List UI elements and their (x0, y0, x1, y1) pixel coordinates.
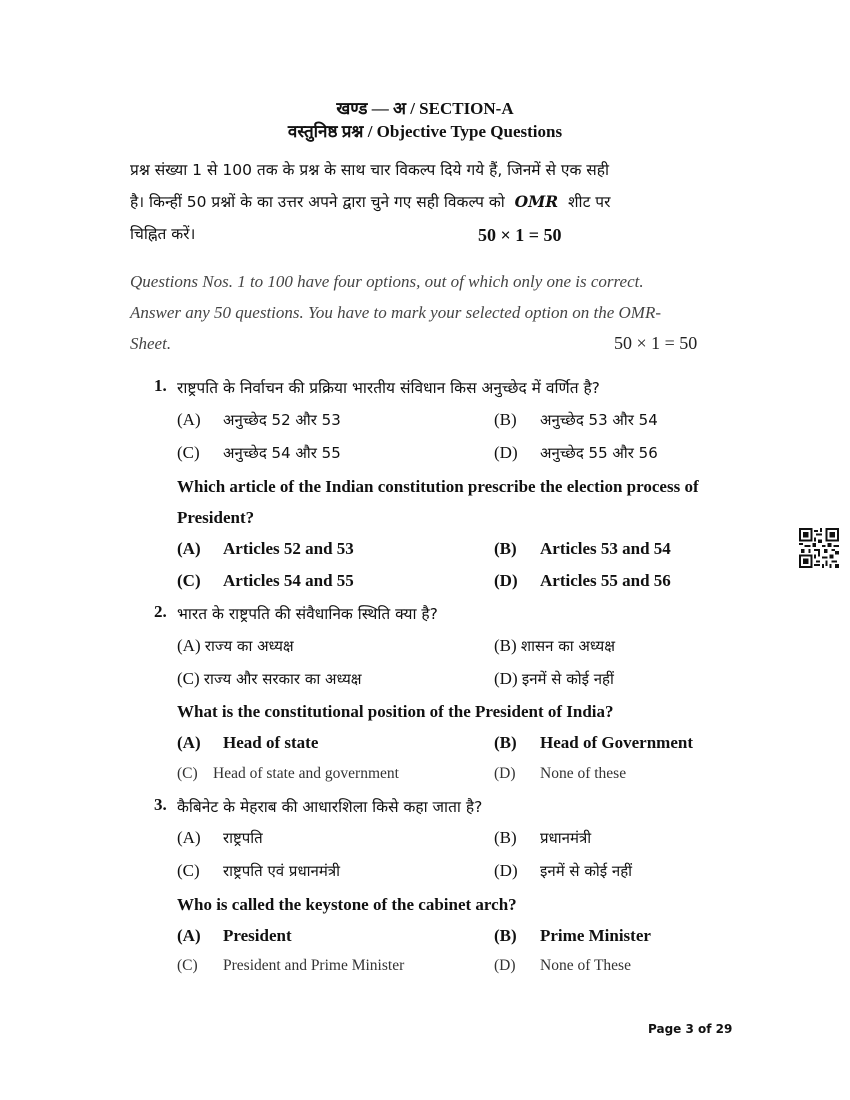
option-label: (D) (494, 443, 518, 462)
hindi-instruction-line: चिह्नित करें। (130, 225, 196, 243)
option-text: अनुच्छेद 55 और 56 (540, 444, 658, 462)
option-label: (A) (177, 410, 201, 429)
option-text: None of these (540, 765, 627, 782)
option-label: (A) (177, 636, 201, 655)
question-hindi: कैबिनेट के मेहराब की आधारशिला किसे कहा जाता है? (177, 798, 483, 816)
option-a (177, 926, 292, 946)
qr-code-icon (799, 528, 839, 568)
option-label: (D) (494, 669, 518, 688)
option-label: (C) (177, 765, 198, 782)
option-label: (A) (177, 733, 201, 752)
option-label: (A) (177, 539, 201, 558)
option-d (494, 861, 632, 881)
hindi-instruction-line-text: है। किन्हीं 50 प्रश्नों के का उत्तर अपने द्वारा चुने गए सही विकल्प को (130, 193, 505, 211)
option-text: राष्ट्रपति एवं प्रधानमंत्री (223, 862, 341, 880)
option-label: (B) (494, 926, 517, 945)
option-label: (D) (494, 957, 516, 974)
option-label: (A) (177, 926, 201, 945)
option-b (494, 828, 591, 848)
option-label: (C) (177, 957, 198, 974)
sheet-word: शीट पर (568, 193, 611, 211)
option-text: None of These (540, 957, 631, 974)
hindi-instruction-line: प्रश्न संख्या 1 से 100 तक के प्रश्न के साथ चार विकल्प दिये गये हैं, जिनमें से एक सही (130, 161, 610, 179)
option-text: राष्ट्रपति (223, 829, 263, 847)
question-english: Who is called the keystone of the cabinet arch? (177, 895, 517, 914)
option-d (494, 443, 658, 463)
option-a (177, 539, 354, 559)
question-number: 3. (154, 795, 167, 814)
option-label: (D) (494, 571, 518, 590)
option-text: अनुच्छेद 54 और 55 (223, 444, 341, 462)
hindi-instructions (130, 154, 722, 250)
option-text: शासन का अध्यक्ष (520, 637, 615, 655)
option-d (494, 571, 671, 591)
option-c (177, 861, 340, 881)
question-hindi: भारत के राष्ट्रपति की संवैधानिक स्थिति क्या है? (177, 605, 438, 623)
option-label: (C) (177, 669, 200, 688)
option-text: Articles 53 and 54 (540, 539, 671, 558)
option-label: (C) (177, 443, 200, 462)
english-marks: 50 × 1 = 50 (614, 333, 698, 353)
question-english-cont: President? (177, 508, 255, 527)
option-label: (D) (494, 765, 516, 782)
option-text: Prime Minister (540, 926, 651, 945)
english-instruction-line: Sheet. (130, 334, 172, 353)
option-a (177, 636, 294, 656)
option-text: Head of state and government (213, 765, 399, 782)
omr-word: OMR (514, 192, 559, 211)
option-text: Head of Government (540, 733, 693, 752)
option-text: अनुच्छेद 53 और 54 (540, 411, 658, 429)
option-b (494, 733, 693, 753)
option-text: Articles 55 and 56 (540, 571, 671, 590)
option-c (177, 957, 404, 975)
option-d (494, 957, 631, 975)
option-text: Articles 54 and 55 (223, 571, 354, 590)
option-c (177, 571, 354, 591)
option-text: राज्य और सरकार का अध्यक्ष (203, 670, 362, 688)
section-subtitle: वस्तुनिष्ठ प्रश्न / Objective Type Questions (287, 122, 563, 141)
option-label: (B) (494, 539, 517, 558)
option-a (177, 733, 318, 753)
hindi-instruction-line (130, 186, 722, 218)
question-english: What is the constitutional position of the President of India? (177, 702, 614, 721)
option-label: (A) (177, 828, 201, 847)
option-text: राज्य का अध्यक्ष (204, 637, 294, 655)
option-a (177, 410, 341, 430)
option-label: (D) (494, 861, 518, 880)
option-label: (C) (177, 571, 201, 590)
option-c (177, 669, 362, 689)
option-d (494, 765, 626, 783)
page-number: Page 3 of 29 (648, 1022, 733, 1036)
option-text: इनमें से कोई नहीं (521, 670, 614, 688)
option-text: President (223, 926, 292, 945)
option-b (494, 636, 615, 656)
english-instruction-line: Answer any 50 questions. You have to mark your selected option on the OMR- (130, 303, 662, 322)
option-label: (B) (494, 636, 517, 655)
option-text: Head of state (223, 733, 319, 752)
question-number: 1. (154, 376, 167, 395)
option-label: (B) (494, 828, 517, 847)
option-text: President and Prime Minister (223, 957, 405, 974)
question-number: 2. (154, 602, 167, 621)
question-english: Which article of the Indian constitution prescribe the election process of (177, 477, 699, 496)
option-b (494, 410, 658, 430)
option-d (494, 669, 614, 689)
option-label: (C) (177, 861, 200, 880)
option-c (177, 443, 341, 463)
hindi-marks: 50 × 1 = 50 (478, 225, 562, 245)
option-c (177, 765, 399, 783)
option-text: प्रधानमंत्री (540, 829, 592, 847)
option-label: (B) (494, 733, 517, 752)
option-a (177, 828, 263, 848)
question-hindi: राष्ट्रपति के निर्वाचन की प्रक्रिया भारतीय संविधान किस अनुच्छेद में वर्णित है? (177, 379, 600, 397)
option-b (494, 539, 671, 559)
english-instruction-line: Questions Nos. 1 to 100 have four options, out of which only one is correct. (130, 272, 644, 291)
section-title: खण्ड — अ / SECTION-A (336, 99, 514, 118)
option-text: इनमें से कोई नहीं (540, 862, 633, 880)
option-label: (B) (494, 410, 517, 429)
option-b (494, 926, 651, 946)
option-text: अनुच्छेद 52 और 53 (223, 411, 341, 429)
option-text: Articles 52 and 53 (223, 539, 354, 558)
